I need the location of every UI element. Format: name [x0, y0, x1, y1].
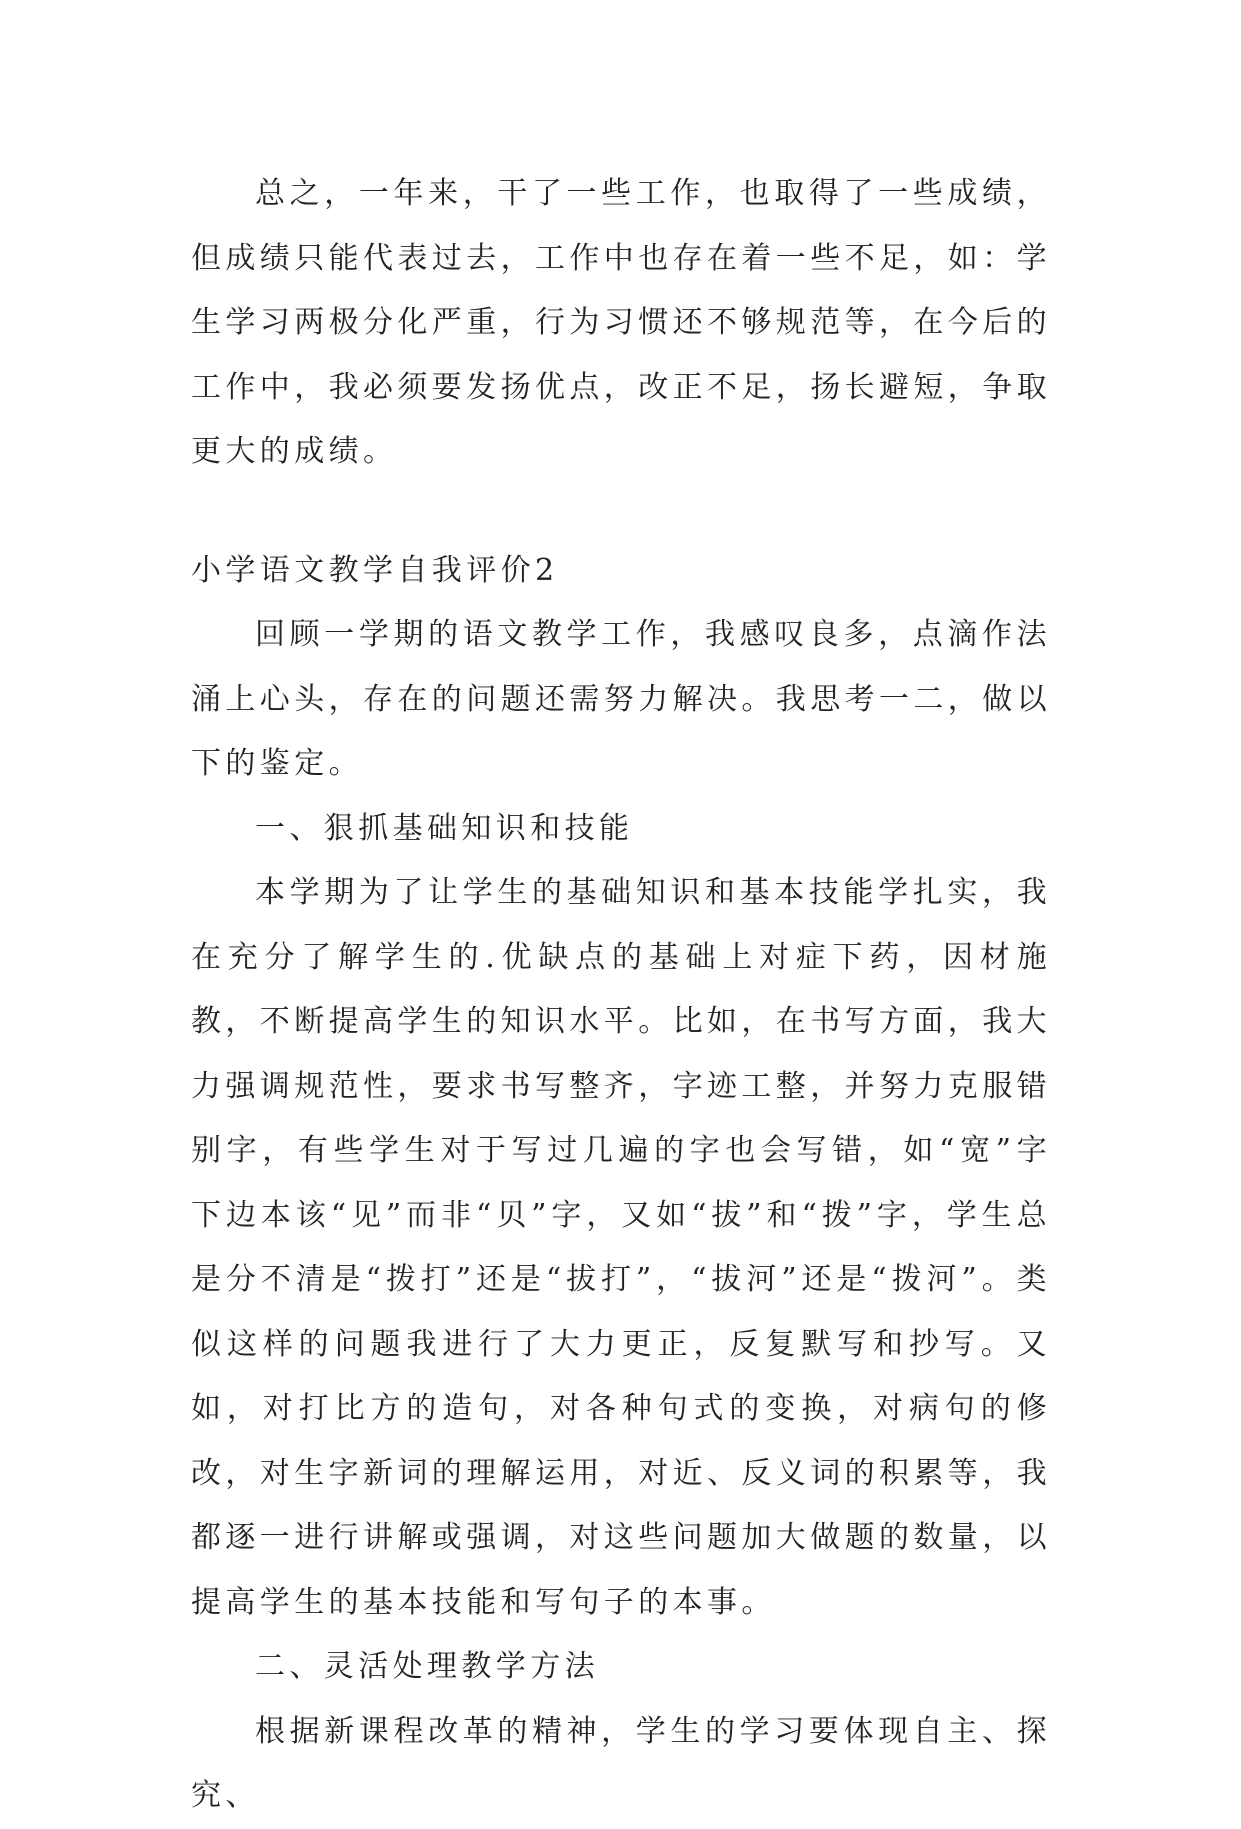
subheading-methods: 二、灵活处理教学方法 [255, 1649, 599, 1684]
section-spacer [191, 485, 1051, 539]
section-title: 小学语文教学自我评价2 [191, 552, 559, 588]
paragraph-methods: 根据新课程改革的精神，学生的学习要体现自主、探究、 [191, 1713, 1051, 1813]
paragraph-basics: 本学期为了让学生的基础知识和基本技能学扎实，我在充分了解学生的.优缺点的基础上对症下药，因材施教，不断提高学生的知识水平。比如，在书写方面，我大力强调规范性，要求书写整齐，字迹工整，并努力克服错别字，有些学生对于写过几遍的字也会写错，如“宽”字下边本该“见”而非“贝”字，又如“拔”和“拨”字，学生总是分不清是“拨打”还是“拔打”，“拔河”还是“拨河”。类似这样的问题我进行了大力更正，反复默写和抄写。又如，对打比方的造句，对各种句式的变换，对病句的修改，对生字新词的理解运用，对近、反义词的积累等，我都逐一进行讲解或强调，对这些问题加大做题的数量，以提高学生的基本技能和写句子的本事。 [191, 875, 1051, 1620]
subheading-basics: 一、狠抓基础知识和技能 [255, 810, 634, 846]
document-body [191, 162, 1051, 1829]
paragraph-review: 回顾一学期的语文教学工作，我感叹良多，点滴作法涌上心头，存在的问题还需努力解决。我思考一二，做以下的鉴定。 [191, 617, 1051, 781]
paragraph-summary: 总之，一年来，干了一些工作，也取得了一些成绩，但成绩只能代表过去，工作中也存在着一些不足，如：学生学习两极分化严重，行为习惯还不够规范等，在今后的工作中，我必须要发扬优点，改正不足，扬长避短，争取更大的成绩。 [191, 176, 1051, 469]
